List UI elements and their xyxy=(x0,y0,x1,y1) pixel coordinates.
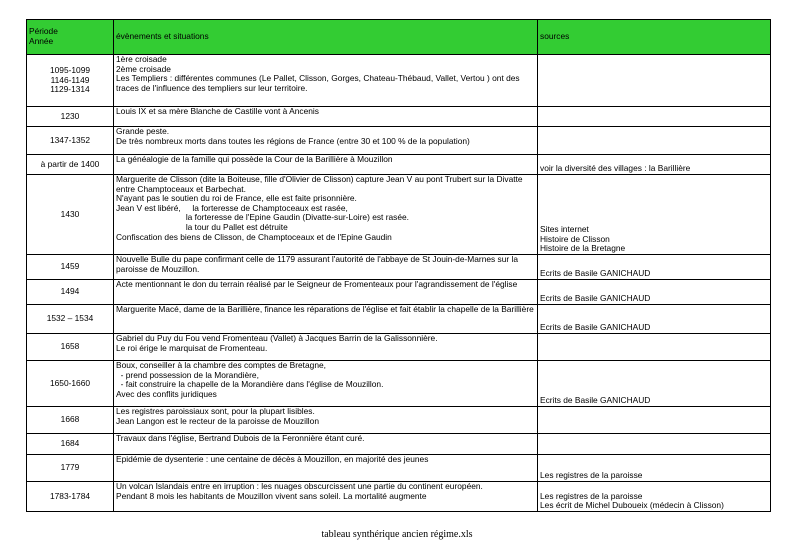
table-row xyxy=(27,407,771,434)
period-cell xyxy=(27,127,114,155)
sources-cell xyxy=(538,407,771,434)
events-line: Acte mentionnant le don du terrain réalisé par le Seigneur de Fromenteaux pour l'agrandissement de l'église xyxy=(116,279,518,289)
events-cell xyxy=(114,482,538,512)
events-line: Grande peste. xyxy=(116,126,170,136)
sources-line: Ecrits de Basile GANICHAUD xyxy=(540,395,651,406)
period-line: à partir de 1400 xyxy=(40,158,100,169)
events-line: Un volcan Islandais entre en irruption : les nuages obscurcissent une partie du continent européen. xyxy=(116,481,483,491)
period-cell xyxy=(27,107,114,127)
period-cell xyxy=(27,434,114,455)
period-line: 1230 xyxy=(60,110,80,121)
sources-line: Ecrits de Basile GANICHAUD xyxy=(540,322,651,333)
events-line: Marguerite de Clisson (dite la Boiteuse, fille d'Olivier de Clisson) capture Jean V au pont Trubert sur la Divatte entre Champtoceaux et Barbechat. xyxy=(116,174,525,194)
header-events: évènements et situations xyxy=(114,20,538,55)
sources-cell xyxy=(538,175,771,255)
sources-cell xyxy=(538,280,771,305)
period-cell xyxy=(27,305,114,334)
sources-line: Ecrits de Basile GANICHAUD xyxy=(540,268,651,279)
period-line: 1129-1314 xyxy=(50,84,90,95)
period-line: 1658 xyxy=(60,341,80,352)
sources-line: voir la diversité des villages : la Barillière xyxy=(540,163,691,174)
table-row xyxy=(27,175,771,255)
table-row xyxy=(27,255,771,280)
sources-cell xyxy=(538,482,771,512)
events-line: Jean Langon est le recteur de la paroisse de Mouzillon xyxy=(116,415,319,426)
period-cell xyxy=(27,407,114,434)
period-line: 1668 xyxy=(60,414,80,425)
events-cell xyxy=(114,155,538,175)
sources-cell xyxy=(538,155,771,175)
period-line: 1494 xyxy=(60,286,80,297)
table-row xyxy=(27,107,771,127)
events-line: La généalogie de la famille qui possède la Cour de la Barillière à Mouzillon xyxy=(116,154,393,164)
period-cell xyxy=(27,334,114,361)
sources-cell xyxy=(538,455,771,482)
period-cell xyxy=(27,55,114,107)
events-line: De très nombreux morts dans toutes les régions de France (entre 30 et 100 % de la population) xyxy=(116,135,470,146)
header-period-line: Année xyxy=(29,36,54,46)
table-row xyxy=(27,155,771,175)
table-row xyxy=(27,305,771,334)
period-line: 1783-1784 xyxy=(49,490,91,501)
sources-line: Histoire de la Bretagne xyxy=(540,243,626,254)
period-cell xyxy=(27,155,114,175)
sources-cell xyxy=(538,55,771,107)
events-line: la tour du Pallet est détruite xyxy=(116,221,288,232)
table-row xyxy=(27,455,771,482)
events-line: Les registres paroissiaux sont, pour la plupart lisibles. xyxy=(116,406,315,416)
sources-line: Sites internet xyxy=(540,224,589,235)
history-table xyxy=(26,19,771,512)
sources-cell xyxy=(538,255,771,280)
table-row xyxy=(27,434,771,455)
events-line: Marguerite Macé, dame de la Barillière, finance les réparations de l'église et fait établir la chapelle de la Barillière xyxy=(116,304,534,314)
period-line: 1650-1660 xyxy=(49,377,91,388)
table-row xyxy=(27,127,771,155)
sources-line: Les écrit de Michel Duboueix (médecin à Clisson) xyxy=(540,500,724,511)
events-line: - prend possession de la Morandière, xyxy=(116,369,259,380)
header-period-line: Période xyxy=(29,26,58,37)
sources-line: Les registres de la paroisse xyxy=(540,490,643,501)
table-row xyxy=(27,482,771,512)
events-line: Le roi érige le marquisat de Fromenteau. xyxy=(116,342,268,353)
period-cell xyxy=(27,175,114,255)
period-line: 1146-1149 xyxy=(50,74,90,85)
header-row xyxy=(27,20,771,55)
period-line: 1532 – 1534 xyxy=(46,313,94,324)
events-cell xyxy=(114,255,538,280)
events-line: - fait construire la chapelle de la Morandière dans l'église de Mouzillon. xyxy=(116,379,384,390)
events-line: 1ère croisade xyxy=(116,54,167,64)
period-line: 1347-1352 xyxy=(49,134,91,145)
events-line: Travaux dans l'église, Bertrand Dubois de la Feronnière étant curé. xyxy=(116,433,365,443)
events-cell xyxy=(114,305,538,334)
events-cell xyxy=(114,334,538,361)
events-cell xyxy=(114,361,538,407)
events-cell xyxy=(114,175,538,255)
period-cell xyxy=(27,482,114,512)
period-line: 1684 xyxy=(60,438,80,449)
events-cell xyxy=(114,455,538,482)
table-row xyxy=(27,280,771,305)
events-line: Boux, conseiller à la chambre des comptes de Bretagne, xyxy=(116,360,326,370)
events-cell xyxy=(114,434,538,455)
events-line: Nouvelle Bulle du pape confirmant celle de 1179 assurant l'autorité de l'abbaye de St Jouin-de-Marnes sur la paroisse de Mouzillon. xyxy=(116,254,521,274)
period-line: 1459 xyxy=(60,261,80,272)
events-line: Louis IX et sa mère Blanche de Castille vont à Ancenis xyxy=(116,106,319,116)
sources-cell xyxy=(538,361,771,407)
header-period xyxy=(27,20,114,55)
header-sources: sources xyxy=(538,20,771,55)
events-cell xyxy=(114,107,538,127)
sources-line: Histoire de Clisson xyxy=(540,233,610,244)
sources-cell xyxy=(538,127,771,155)
table-row xyxy=(27,55,771,107)
events-line: Jean V est libéré, la forteresse de Champtoceaux est rasée, xyxy=(116,202,348,213)
period-cell xyxy=(27,280,114,305)
period-cell xyxy=(27,255,114,280)
sources-cell xyxy=(538,107,771,127)
file-caption: tableau synthérique ancien régime.xls xyxy=(321,529,473,540)
events-line: la forteresse de l'Epine Gaudin (Divatte-sur-Loire) est rasée. xyxy=(116,212,409,223)
events-cell xyxy=(114,280,538,305)
events-line: Gabriel du Puy du Fou vend Fromenteau (Vallet) à Jacques Barrin de la Galissonnière. xyxy=(116,333,438,343)
sources-line: Les registres de la paroisse xyxy=(540,470,643,481)
events-cell xyxy=(114,127,538,155)
sources-cell xyxy=(538,305,771,334)
table-row xyxy=(27,334,771,361)
events-line: Les Templiers : différentes communes (Le Pallet, Clisson, Gorges, Chateau-Thébaud, Vallet, Vertou ) ont des traces de l'influence des templiers sur leur territoire. xyxy=(116,73,522,93)
sources-line: Ecrits de Basile GANICHAUD xyxy=(540,293,651,304)
events-line: Pendant 8 mois les habitants de Mouzillon vivent sans soleil. La mortalité augmente xyxy=(116,490,427,501)
events-line: Confiscation des biens de Clisson, de Champtoceaux et de l'Epine Gaudin xyxy=(116,231,392,242)
events-line: N'ayant pas le soutien du roi de France, elle est faite prisonnière. xyxy=(116,193,357,204)
events-cell xyxy=(114,407,538,434)
events-line: Epidémie de dysenterie : une centaine de décès à Mouzillon, en majorité des jeunes xyxy=(116,454,429,464)
events-cell xyxy=(114,55,538,107)
events-line: 2ème croisade xyxy=(116,63,171,74)
period-cell xyxy=(27,455,114,482)
period-cell xyxy=(27,361,114,407)
period-line: 1430 xyxy=(60,208,80,219)
sources-cell xyxy=(538,334,771,361)
events-line: Avec des conflits juridiques xyxy=(116,388,217,399)
table-row xyxy=(27,361,771,407)
sources-cell xyxy=(538,434,771,455)
period-line: 1779 xyxy=(60,462,80,473)
period-line: 1095-1099 xyxy=(49,65,91,76)
